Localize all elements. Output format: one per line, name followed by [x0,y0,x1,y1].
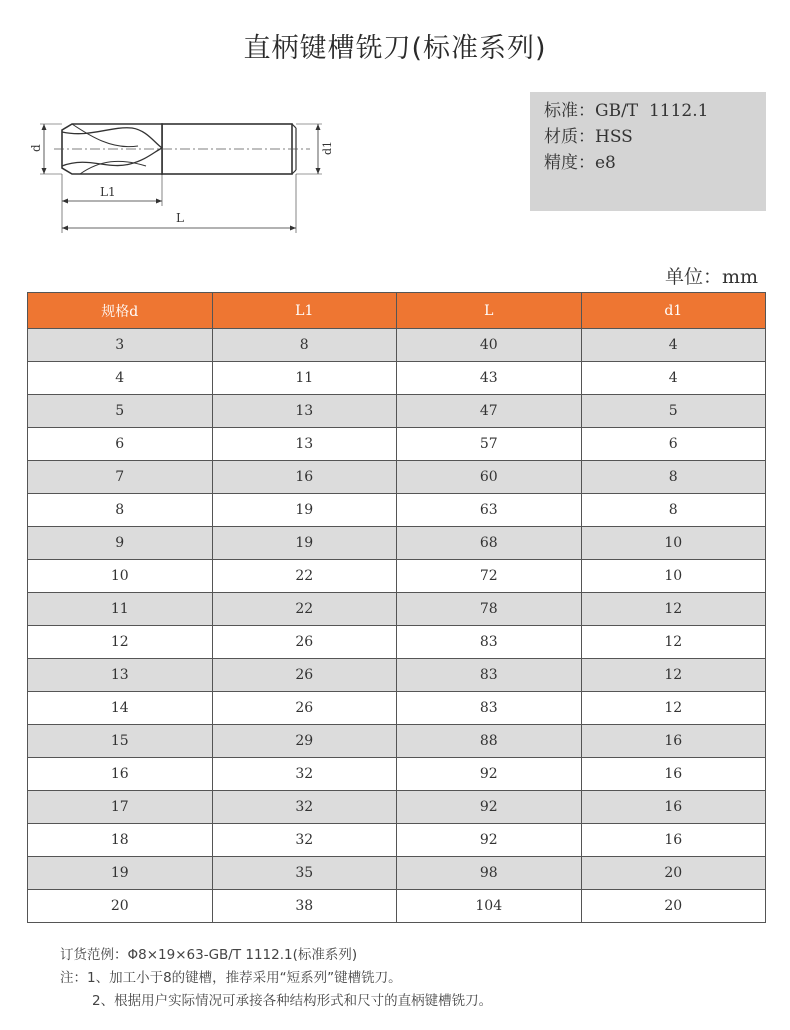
note-2: 2、根据用户实际情况可承接各种结构形式和尺寸的直柄键槽铣刀。 [92,993,493,1009]
cell-size-d: 15 [28,725,213,758]
label-d: d [29,144,43,152]
cell-d1: 8 [581,461,766,494]
cell-d1: 20 [581,890,766,923]
cell-L1: 19 [212,527,397,560]
table-body [28,329,766,923]
cell-L: 72 [397,560,582,593]
cell-L1: 22 [212,593,397,626]
cell-d1: 10 [581,560,766,593]
cell-size-d: 4 [28,362,213,395]
cell-d1: 16 [581,758,766,791]
cell-d1: 4 [581,329,766,362]
header-L: L [397,293,582,329]
cell-d1: 12 [581,626,766,659]
cell-size-d: 18 [28,824,213,857]
cell-size-d: 5 [28,395,213,428]
cell-L: 57 [397,428,582,461]
cell-L1: 11 [212,362,397,395]
cell-L1: 32 [212,824,397,857]
table-row [28,560,766,593]
table-row [28,791,766,824]
cell-size-d: 8 [28,494,213,527]
note-1: 注：1、加工小于8的键槽，推荐采用“短系列”键槽铣刀。 [60,970,402,986]
cell-L: 43 [397,362,582,395]
header-d1: d1 [581,293,766,329]
cell-L1: 35 [212,857,397,890]
table-row [28,725,766,758]
label-L: L [176,211,184,225]
spec-table [27,292,766,923]
cell-d1: 4 [581,362,766,395]
cell-L: 78 [397,593,582,626]
table-row [28,527,766,560]
cell-d1: 20 [581,857,766,890]
cell-L: 83 [397,692,582,725]
notes [60,944,492,1013]
spec-material: 材质：HSS [544,127,633,147]
table-row [28,362,766,395]
order-example: 订货范例：Φ8×19×63-GB/T 1112.1(标准系列) [60,947,358,963]
cell-L1: 16 [212,461,397,494]
cell-d1: 5 [581,395,766,428]
label-L1: L1 [100,185,116,199]
table-row [28,329,766,362]
cell-L: 88 [397,725,582,758]
cell-size-d: 17 [28,791,213,824]
cell-size-d: 3 [28,329,213,362]
cell-L1: 22 [212,560,397,593]
cell-d1: 16 [581,725,766,758]
cell-d1: 12 [581,593,766,626]
cell-size-d: 10 [28,560,213,593]
table-row [28,890,766,923]
end-mill-diagram [20,108,340,243]
cell-L: 92 [397,758,582,791]
table-row [28,593,766,626]
cell-size-d: 20 [28,890,213,923]
cell-d1: 10 [581,527,766,560]
cell-L: 98 [397,857,582,890]
cell-L1: 38 [212,890,397,923]
cell-size-d: 11 [28,593,213,626]
table-row [28,626,766,659]
cell-d1: 8 [581,494,766,527]
table-row [28,824,766,857]
table-row [28,494,766,527]
cell-L: 83 [397,659,582,692]
cell-d1: 12 [581,659,766,692]
cell-size-d: 12 [28,626,213,659]
label-d1: d1 [321,140,334,155]
cell-L1: 26 [212,659,397,692]
cell-L: 68 [397,527,582,560]
cell-L1: 29 [212,725,397,758]
table-row [28,857,766,890]
cell-L1: 26 [212,692,397,725]
cell-d1: 16 [581,791,766,824]
cell-L1: 19 [212,494,397,527]
cell-L1: 32 [212,758,397,791]
table-row [28,692,766,725]
table-row [28,395,766,428]
table-row [28,461,766,494]
cell-size-d: 6 [28,428,213,461]
header-size-d: 规格d [28,293,213,329]
cell-L: 47 [397,395,582,428]
cell-L1: 13 [212,428,397,461]
cell-L: 92 [397,791,582,824]
cell-size-d: 7 [28,461,213,494]
cell-size-d: 14 [28,692,213,725]
spec-precision: 精度：e8 [544,153,616,173]
spec-standard: 标准：GB/T 1112.1 [544,101,709,121]
cell-L: 92 [397,824,582,857]
cell-d1: 6 [581,428,766,461]
cell-L: 104 [397,890,582,923]
cell-size-d: 19 [28,857,213,890]
spec-box [530,92,766,211]
table-row [28,758,766,791]
cell-L1: 26 [212,626,397,659]
cell-L: 83 [397,626,582,659]
cell-L1: 32 [212,791,397,824]
cell-L1: 13 [212,395,397,428]
cell-size-d: 13 [28,659,213,692]
unit-label: 单位：mm [664,266,758,288]
table-row [28,428,766,461]
cell-L1: 8 [212,329,397,362]
cell-L: 40 [397,329,582,362]
cell-size-d: 16 [28,758,213,791]
table-header-row [28,293,766,329]
cell-d1: 16 [581,824,766,857]
header-L1: L1 [212,293,397,329]
page-title: 直柄键槽铣刀(标准系列) [243,33,547,64]
cell-d1: 12 [581,692,766,725]
cell-L: 60 [397,461,582,494]
cell-L: 63 [397,494,582,527]
cell-size-d: 9 [28,527,213,560]
table-row [28,659,766,692]
